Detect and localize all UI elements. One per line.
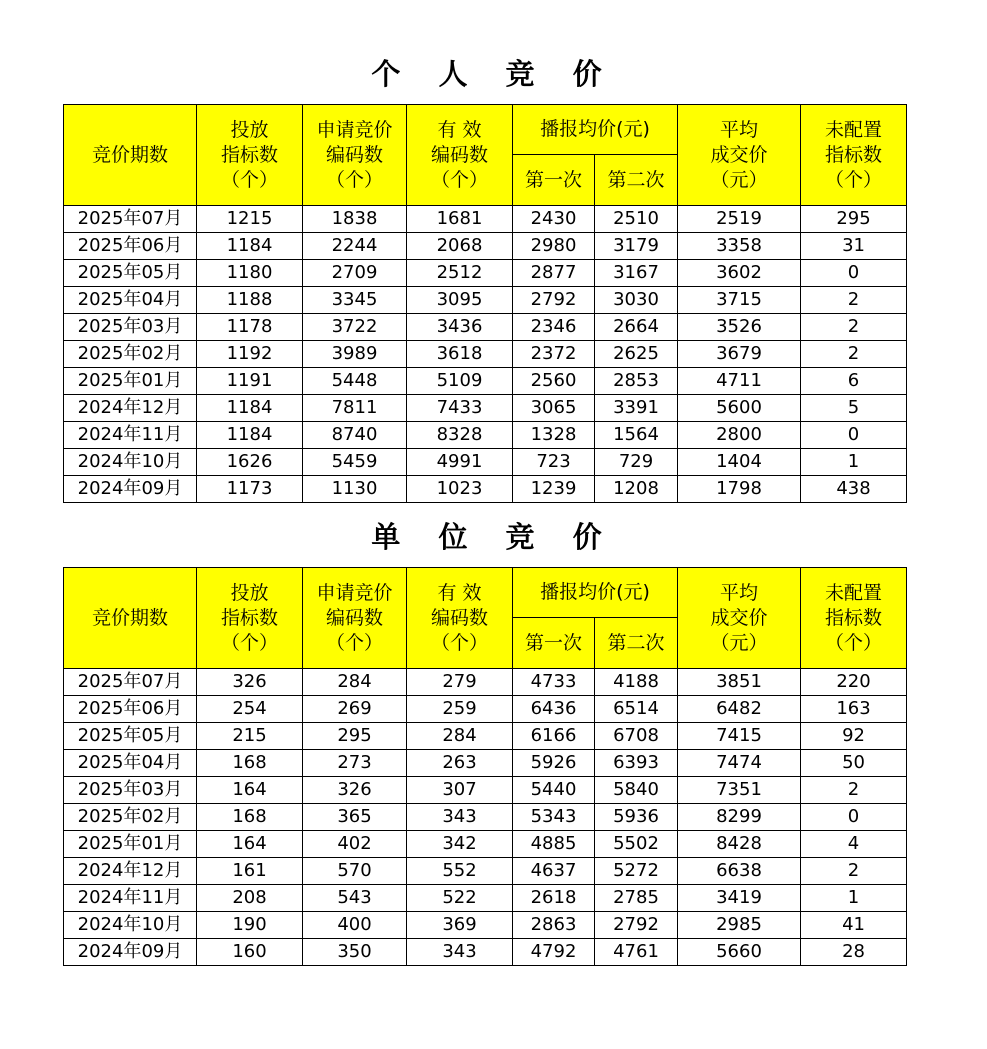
cell-first-report: 6436	[513, 696, 595, 723]
cell-period: 2025年02月	[64, 804, 197, 831]
cell-second-report: 3167	[595, 260, 678, 287]
header-quota-line-3: （个）	[220, 631, 278, 654]
cell-first-report: 2863	[513, 912, 595, 939]
cell-quota: 1191	[197, 368, 303, 395]
header-reported-avg: 播报均价(元)	[513, 105, 678, 155]
cell-unallocated: 2	[801, 314, 907, 341]
cell-first-report: 1328	[513, 422, 595, 449]
cell-valid: 3095	[407, 287, 513, 314]
header-valid-line-3: （个）	[430, 631, 488, 654]
cell-second-report: 5502	[595, 831, 678, 858]
cell-unallocated: 1	[801, 449, 907, 476]
cell-applied: 402	[303, 831, 407, 858]
table-row	[64, 287, 907, 314]
cell-unallocated: 5	[801, 395, 907, 422]
cell-period: 2024年09月	[64, 476, 197, 503]
cell-period: 2025年04月	[64, 750, 197, 777]
cell-period: 2025年01月	[64, 831, 197, 858]
cell-applied: 543	[303, 885, 407, 912]
cell-quota: 1180	[197, 260, 303, 287]
cell-unallocated: 41	[801, 912, 907, 939]
header-unallocated-line-2: 指标数	[825, 143, 883, 166]
cell-valid: 1681	[407, 206, 513, 233]
cell-applied: 269	[303, 696, 407, 723]
cell-unallocated: 2	[801, 341, 907, 368]
header-applied-line-2: 编码数	[325, 606, 383, 629]
cell-first-report: 2792	[513, 287, 595, 314]
cell-avg-deal: 2800	[678, 422, 801, 449]
cell-applied: 350	[303, 939, 407, 966]
table-row	[64, 939, 907, 966]
cell-applied: 570	[303, 858, 407, 885]
cell-unallocated: 28	[801, 939, 907, 966]
cell-valid: 284	[407, 723, 513, 750]
header-avg-deal-line-3: （元）	[710, 631, 768, 654]
cell-period: 2024年10月	[64, 912, 197, 939]
table-row	[64, 885, 907, 912]
cell-second-report: 5840	[595, 777, 678, 804]
header-avg-deal-line-2: 成交价	[710, 143, 768, 166]
individual-bid-table	[63, 104, 907, 503]
cell-period: 2025年04月	[64, 287, 197, 314]
cell-applied: 295	[303, 723, 407, 750]
cell-second-report: 2510	[595, 206, 678, 233]
cell-quota: 168	[197, 804, 303, 831]
cell-period: 2024年09月	[64, 939, 197, 966]
cell-period: 2024年12月	[64, 858, 197, 885]
header-unallocated-line-3: （个）	[825, 631, 883, 654]
header-applied	[303, 105, 407, 206]
table-row	[64, 912, 907, 939]
cell-period: 2025年06月	[64, 696, 197, 723]
header-valid	[407, 105, 513, 206]
cell-period: 2024年10月	[64, 449, 197, 476]
table-row	[64, 368, 907, 395]
cell-second-report: 2853	[595, 368, 678, 395]
header-quota-line-3: （个）	[220, 168, 278, 191]
header-avg-deal	[678, 105, 801, 206]
cell-first-report: 2560	[513, 368, 595, 395]
cell-period: 2025年06月	[64, 233, 197, 260]
cell-valid: 7433	[407, 395, 513, 422]
header-unallocated-line-1: 未配置	[825, 581, 883, 604]
cell-unallocated: 220	[801, 669, 907, 696]
cell-first-report: 1239	[513, 476, 595, 503]
table-row	[64, 206, 907, 233]
cell-second-report: 6708	[595, 723, 678, 750]
cell-avg-deal: 8428	[678, 831, 801, 858]
cell-applied: 400	[303, 912, 407, 939]
cell-unallocated: 0	[801, 260, 907, 287]
section-title-company: 单 位 竞 价	[371, 520, 616, 554]
cell-avg-deal: 6638	[678, 858, 801, 885]
cell-valid: 8328	[407, 422, 513, 449]
cell-first-report: 2430	[513, 206, 595, 233]
header-valid-line-2: 编码数	[430, 606, 488, 629]
header-quota	[197, 105, 303, 206]
cell-applied: 7811	[303, 395, 407, 422]
cell-period: 2025年03月	[64, 314, 197, 341]
cell-quota: 254	[197, 696, 303, 723]
header-applied-line-2: 编码数	[325, 143, 383, 166]
cell-second-report: 3391	[595, 395, 678, 422]
header-period: 竞价期数	[64, 568, 197, 669]
table-row	[64, 449, 907, 476]
cell-first-report: 2346	[513, 314, 595, 341]
cell-quota: 326	[197, 669, 303, 696]
company-bid-table	[63, 567, 907, 966]
cell-unallocated: 2	[801, 287, 907, 314]
cell-quota: 1184	[197, 422, 303, 449]
cell-applied: 1130	[303, 476, 407, 503]
cell-applied: 1838	[303, 206, 407, 233]
cell-period: 2024年11月	[64, 885, 197, 912]
cell-avg-deal: 1798	[678, 476, 801, 503]
cell-valid: 279	[407, 669, 513, 696]
cell-quota: 1184	[197, 395, 303, 422]
table-row	[64, 858, 907, 885]
cell-period: 2025年02月	[64, 341, 197, 368]
header-avg-deal	[678, 568, 801, 669]
cell-valid: 343	[407, 939, 513, 966]
cell-quota: 190	[197, 912, 303, 939]
header-unallocated-line-1: 未配置	[825, 118, 883, 141]
header-avg-deal-line-1: 平均	[720, 118, 759, 141]
cell-quota: 1192	[197, 341, 303, 368]
cell-unallocated: 0	[801, 804, 907, 831]
cell-applied: 284	[303, 669, 407, 696]
header-unallocated-line-3: （个）	[825, 168, 883, 191]
cell-quota: 161	[197, 858, 303, 885]
cell-valid: 2068	[407, 233, 513, 260]
cell-period: 2025年03月	[64, 777, 197, 804]
cell-period: 2025年07月	[64, 669, 197, 696]
cell-first-report: 5343	[513, 804, 595, 831]
header-valid	[407, 568, 513, 669]
cell-period: 2025年01月	[64, 368, 197, 395]
table-header-row	[64, 105, 907, 155]
cell-second-report: 729	[595, 449, 678, 476]
cell-unallocated: 295	[801, 206, 907, 233]
table-row	[64, 233, 907, 260]
header-quota	[197, 568, 303, 669]
cell-second-report: 2785	[595, 885, 678, 912]
cell-second-report: 6514	[595, 696, 678, 723]
cell-first-report: 723	[513, 449, 595, 476]
cell-quota: 168	[197, 750, 303, 777]
header-period: 竞价期数	[64, 105, 197, 206]
cell-avg-deal: 3526	[678, 314, 801, 341]
cell-quota: 1188	[197, 287, 303, 314]
cell-first-report: 4885	[513, 831, 595, 858]
cell-second-report: 5272	[595, 858, 678, 885]
header-unallocated	[801, 105, 907, 206]
cell-unallocated: 50	[801, 750, 907, 777]
cell-quota: 164	[197, 831, 303, 858]
header-quota-line-2: 指标数	[220, 143, 278, 166]
cell-second-report: 1208	[595, 476, 678, 503]
cell-first-report: 5440	[513, 777, 595, 804]
cell-valid: 2512	[407, 260, 513, 287]
header-quota-line-1: 投放	[230, 118, 269, 141]
table-row	[64, 422, 907, 449]
company-table-body	[64, 669, 907, 966]
cell-first-report: 3065	[513, 395, 595, 422]
table-row	[64, 260, 907, 287]
cell-avg-deal: 3851	[678, 669, 801, 696]
header-avg-deal-line-3: （元）	[710, 168, 768, 191]
header-valid-line-2: 编码数	[430, 143, 488, 166]
cell-avg-deal: 5660	[678, 939, 801, 966]
cell-avg-deal: 7415	[678, 723, 801, 750]
cell-unallocated: 6	[801, 368, 907, 395]
cell-applied: 3722	[303, 314, 407, 341]
cell-avg-deal: 4711	[678, 368, 801, 395]
cell-period: 2024年12月	[64, 395, 197, 422]
cell-avg-deal: 7351	[678, 777, 801, 804]
cell-unallocated: 2	[801, 777, 907, 804]
cell-unallocated: 31	[801, 233, 907, 260]
table-row	[64, 341, 907, 368]
cell-quota: 1173	[197, 476, 303, 503]
cell-valid: 263	[407, 750, 513, 777]
cell-first-report: 5926	[513, 750, 595, 777]
table-row	[64, 314, 907, 341]
cell-avg-deal: 2985	[678, 912, 801, 939]
cell-quota: 208	[197, 885, 303, 912]
cell-unallocated: 92	[801, 723, 907, 750]
cell-applied: 5448	[303, 368, 407, 395]
cell-period: 2025年05月	[64, 260, 197, 287]
cell-avg-deal: 3679	[678, 341, 801, 368]
cell-avg-deal: 3602	[678, 260, 801, 287]
cell-valid: 4991	[407, 449, 513, 476]
cell-valid: 343	[407, 804, 513, 831]
table-header-row	[64, 568, 907, 618]
header-first: 第一次	[513, 618, 595, 669]
cell-applied: 3345	[303, 287, 407, 314]
header-applied-line-3: （个）	[325, 631, 383, 654]
cell-first-report: 6166	[513, 723, 595, 750]
table-row	[64, 476, 907, 503]
cell-second-report: 4761	[595, 939, 678, 966]
header-valid-line-1: 有 效	[437, 581, 482, 604]
cell-first-report: 2618	[513, 885, 595, 912]
cell-quota: 1215	[197, 206, 303, 233]
cell-quota: 1184	[197, 233, 303, 260]
header-first: 第一次	[513, 155, 595, 206]
header-quota-line-2: 指标数	[220, 606, 278, 629]
table-row	[64, 395, 907, 422]
cell-valid: 342	[407, 831, 513, 858]
header-valid-line-3: （个）	[430, 168, 488, 191]
header-quota-line-1: 投放	[230, 581, 269, 604]
cell-avg-deal: 1404	[678, 449, 801, 476]
cell-quota: 164	[197, 777, 303, 804]
cell-applied: 326	[303, 777, 407, 804]
cell-avg-deal: 5600	[678, 395, 801, 422]
header-avg-deal-line-2: 成交价	[710, 606, 768, 629]
individual-table-body	[64, 206, 907, 503]
header-applied-line-1: 申请竞价	[316, 118, 393, 141]
cell-second-report: 2664	[595, 314, 678, 341]
cell-first-report: 2980	[513, 233, 595, 260]
table-row	[64, 696, 907, 723]
cell-applied: 8740	[303, 422, 407, 449]
cell-applied: 2244	[303, 233, 407, 260]
cell-unallocated: 1	[801, 885, 907, 912]
cell-valid: 307	[407, 777, 513, 804]
cell-valid: 259	[407, 696, 513, 723]
cell-unallocated: 2	[801, 858, 907, 885]
cell-unallocated: 4	[801, 831, 907, 858]
table-row	[64, 804, 907, 831]
header-reported-avg: 播报均价(元)	[513, 568, 678, 618]
cell-second-report: 2792	[595, 912, 678, 939]
header-avg-deal-line-1: 平均	[720, 581, 759, 604]
header-unallocated-line-2: 指标数	[825, 606, 883, 629]
cell-applied: 5459	[303, 449, 407, 476]
cell-period: 2025年05月	[64, 723, 197, 750]
cell-valid: 3436	[407, 314, 513, 341]
cell-second-report: 5936	[595, 804, 678, 831]
cell-first-report: 4733	[513, 669, 595, 696]
cell-first-report: 4792	[513, 939, 595, 966]
header-second: 第二次	[595, 618, 678, 669]
cell-first-report: 2372	[513, 341, 595, 368]
table-row	[64, 777, 907, 804]
cell-avg-deal: 2519	[678, 206, 801, 233]
header-applied-line-1: 申请竞价	[316, 581, 393, 604]
cell-unallocated: 0	[801, 422, 907, 449]
cell-second-report: 6393	[595, 750, 678, 777]
header-second: 第二次	[595, 155, 678, 206]
cell-unallocated: 163	[801, 696, 907, 723]
cell-applied: 3989	[303, 341, 407, 368]
cell-valid: 5109	[407, 368, 513, 395]
cell-quota: 215	[197, 723, 303, 750]
cell-valid: 522	[407, 885, 513, 912]
header-unallocated	[801, 568, 907, 669]
cell-avg-deal: 7474	[678, 750, 801, 777]
header-applied	[303, 568, 407, 669]
cell-second-report: 2625	[595, 341, 678, 368]
cell-applied: 2709	[303, 260, 407, 287]
section-title-individual: 个 人 竞 价	[371, 57, 616, 91]
cell-second-report: 4188	[595, 669, 678, 696]
cell-second-report: 1564	[595, 422, 678, 449]
cell-avg-deal: 8299	[678, 804, 801, 831]
cell-avg-deal: 3358	[678, 233, 801, 260]
cell-avg-deal: 6482	[678, 696, 801, 723]
cell-period: 2024年11月	[64, 422, 197, 449]
cell-applied: 365	[303, 804, 407, 831]
cell-avg-deal: 3715	[678, 287, 801, 314]
table-row	[64, 669, 907, 696]
table-row	[64, 831, 907, 858]
cell-valid: 369	[407, 912, 513, 939]
cell-valid: 552	[407, 858, 513, 885]
cell-first-report: 4637	[513, 858, 595, 885]
cell-quota: 1626	[197, 449, 303, 476]
table-row	[64, 750, 907, 777]
cell-valid: 3618	[407, 341, 513, 368]
cell-unallocated: 438	[801, 476, 907, 503]
cell-quota: 160	[197, 939, 303, 966]
header-valid-line-1: 有 效	[437, 118, 482, 141]
cell-valid: 1023	[407, 476, 513, 503]
header-applied-line-3: （个）	[325, 168, 383, 191]
table-row	[64, 723, 907, 750]
cell-second-report: 3030	[595, 287, 678, 314]
cell-quota: 1178	[197, 314, 303, 341]
cell-second-report: 3179	[595, 233, 678, 260]
cell-applied: 273	[303, 750, 407, 777]
cell-first-report: 2877	[513, 260, 595, 287]
cell-avg-deal: 3419	[678, 885, 801, 912]
cell-period: 2025年07月	[64, 206, 197, 233]
